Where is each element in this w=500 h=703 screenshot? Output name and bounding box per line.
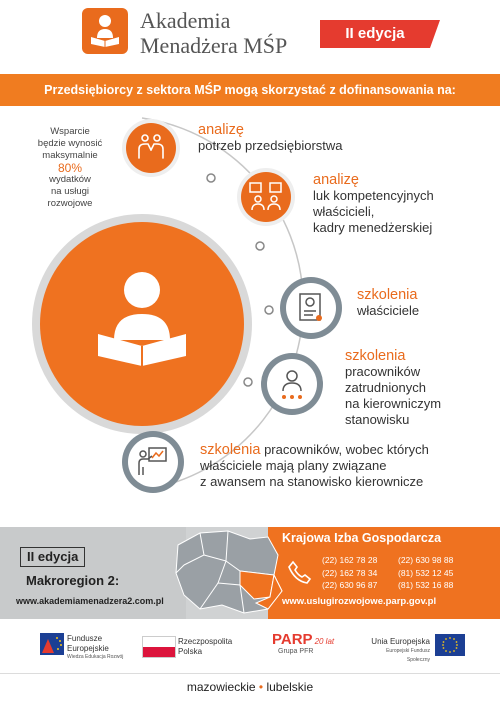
item-icon-circle [267,359,317,409]
item-line: stanowisku [345,412,410,427]
item-2-text [313,172,434,236]
logo-line: Rzeczpospolita [178,637,233,646]
item-icon-circle [126,123,176,173]
manager-rating-icon [267,359,317,409]
phone-icon [285,558,313,586]
support-line: maksymalnie [42,150,98,161]
phone-number[interactable]: (22) 162 78 28 [322,555,378,565]
arc-node [207,174,215,182]
item-line: właścicieli, [313,204,375,219]
item-4-text [345,348,441,428]
item-line: właściciele [357,303,420,318]
support-line: na usługi [50,186,90,197]
logo-line: Europejski Fundusz Społeczny [386,647,430,663]
eu-flag-icon [435,634,465,656]
european-funds-logo-icon [40,633,64,655]
item-icon-circle [286,283,336,333]
macroregion-label: Makroregion 2: [26,573,120,588]
logo-line: Unia Europejska [371,637,430,646]
item-line: kadry menedżerskiej [313,220,433,235]
item-line: pracowników [345,364,421,379]
support-line: będzie wynosić [37,138,103,149]
brand-line-2: Menadżera MŚP [140,33,288,58]
support-line: Wsparcie [50,126,90,137]
parp-years: 20 lat [314,637,335,646]
item-line: potrzeb przedsiębiorstwa [198,138,343,153]
support-line: wydatków [49,174,91,185]
item-line: z awansem na stanowisko kierownicze [200,474,424,489]
poland-logo-text [178,637,232,656]
reader-book-icon [40,222,244,426]
item-line: na kierowniczym [345,396,442,411]
support-percent: 80% [57,161,83,175]
item-icon-circle [241,172,291,222]
arc-node [244,378,252,386]
item-icon-circle [128,437,178,487]
project-website-link[interactable]: www.akademiamenadzera2.com.pl [16,596,164,606]
region-separator: • [258,680,264,694]
poland-map [170,525,288,617]
item-3-text [357,287,419,319]
phone-number[interactable]: (81) 532 16 88 [398,580,454,590]
parp-subtitle: Grupa PFR [278,648,314,655]
team-analysis-icon [241,172,291,222]
footer-divider [0,673,500,674]
presentation-icon [128,437,178,487]
parp-logo [272,631,334,648]
european-funds-logo-text [67,634,123,663]
item-accent: szkolenia [200,442,261,458]
item-line: luk kompetencyjnych [313,188,434,203]
logo-line: Europejskie [67,643,109,653]
item-line: właściciele mają plany związane [200,458,387,473]
polish-flag-icon [142,636,176,658]
item-line-first [200,442,429,458]
brand-line-1: Akademia [140,8,231,33]
item-1-text [198,122,343,154]
item-line: pracowników, wobec których [260,442,429,457]
arc-node [265,306,273,314]
item-accent: analizę [313,172,359,188]
item-accent: szkolenia [357,287,418,303]
arc-node [256,242,264,250]
edition-tag: II edycja [320,20,430,48]
eu-logo-text [370,637,430,666]
item-accent: analizę [198,122,244,138]
logo-line: Wiedza Edukacja Rozwój [67,654,124,660]
services-website-link[interactable]: www.uslugirozwojowe.parp.gov.pl [282,596,437,607]
organization-name: Krajowa Izba Gospodarcza [282,531,442,545]
phone-number[interactable]: (81) 532 12 45 [398,567,454,578]
parp-logo-text: PARP [272,631,313,648]
logo-line: Polska [178,646,203,656]
phone-number[interactable]: (22) 162 78 34 [322,567,378,578]
certificate-icon [286,283,336,333]
footer-regions [0,680,500,694]
item-accent: szkolenia [345,348,406,364]
edition-label: II edycja [20,547,85,567]
support-line: rozwojowe [47,198,93,209]
funding-banner: Przedsiębiorcy z sektora MŚP mogą skorzystać z dofinansowania na: [0,74,500,106]
logo-line: Fundusze [67,634,103,643]
region-right: lubelskie [266,680,314,694]
phone-number[interactable]: (22) 630 96 87 [322,580,378,590]
phone-number[interactable]: (22) 630 98 88 [398,555,454,565]
central-circle [40,222,244,426]
item-line: zatrudnionych [345,380,426,395]
region-left: mazowieckie [186,680,256,694]
hands-collaboration-icon [126,123,176,173]
phone-list [322,554,474,592]
item-5-text [200,442,429,490]
